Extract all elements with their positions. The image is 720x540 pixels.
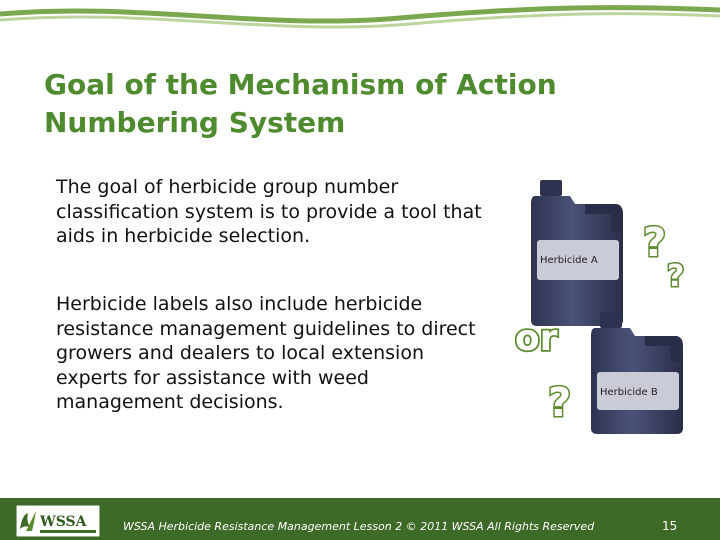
slide-title	[44, 66, 604, 142]
body-paragraph-1: The goal of herbicide group number classification system is to provide a tool that aids in herbicide selection.	[56, 176, 482, 247]
body-paragraph-2: Herbicide labels also include herbicide resistance management guidelines to direct growers and dealers to local extension experts for assistance with weed management decisions.	[56, 293, 476, 413]
herbicide-b-jug	[591, 312, 683, 434]
wssa-logo-text: WSSA	[40, 514, 87, 530]
title-line-1: Goal of the Mechanism of Action	[44, 68, 557, 101]
title-line-2: Numbering System	[44, 106, 346, 139]
top-wave-decoration	[0, 0, 720, 40]
question-mark-icon: ?	[643, 220, 667, 266]
question-mark-icon: ?	[548, 380, 572, 426]
herbicide-a-jug	[531, 180, 623, 326]
herbicide-b-label: Herbicide B	[600, 387, 658, 398]
wssa-logo	[16, 505, 100, 537]
or-text: or	[515, 318, 558, 359]
herbicide-a-label: Herbicide A	[540, 255, 598, 266]
footer-copyright-text: WSSA Herbicide Resistance Management Lesson 2 © 2011 WSSA All Rights Reserved	[123, 520, 595, 533]
page-number: 15	[662, 519, 678, 533]
footer-bar	[0, 498, 720, 540]
question-mark-icon: ?	[667, 259, 685, 294]
herbicide-jugs-illustration	[515, 170, 720, 440]
